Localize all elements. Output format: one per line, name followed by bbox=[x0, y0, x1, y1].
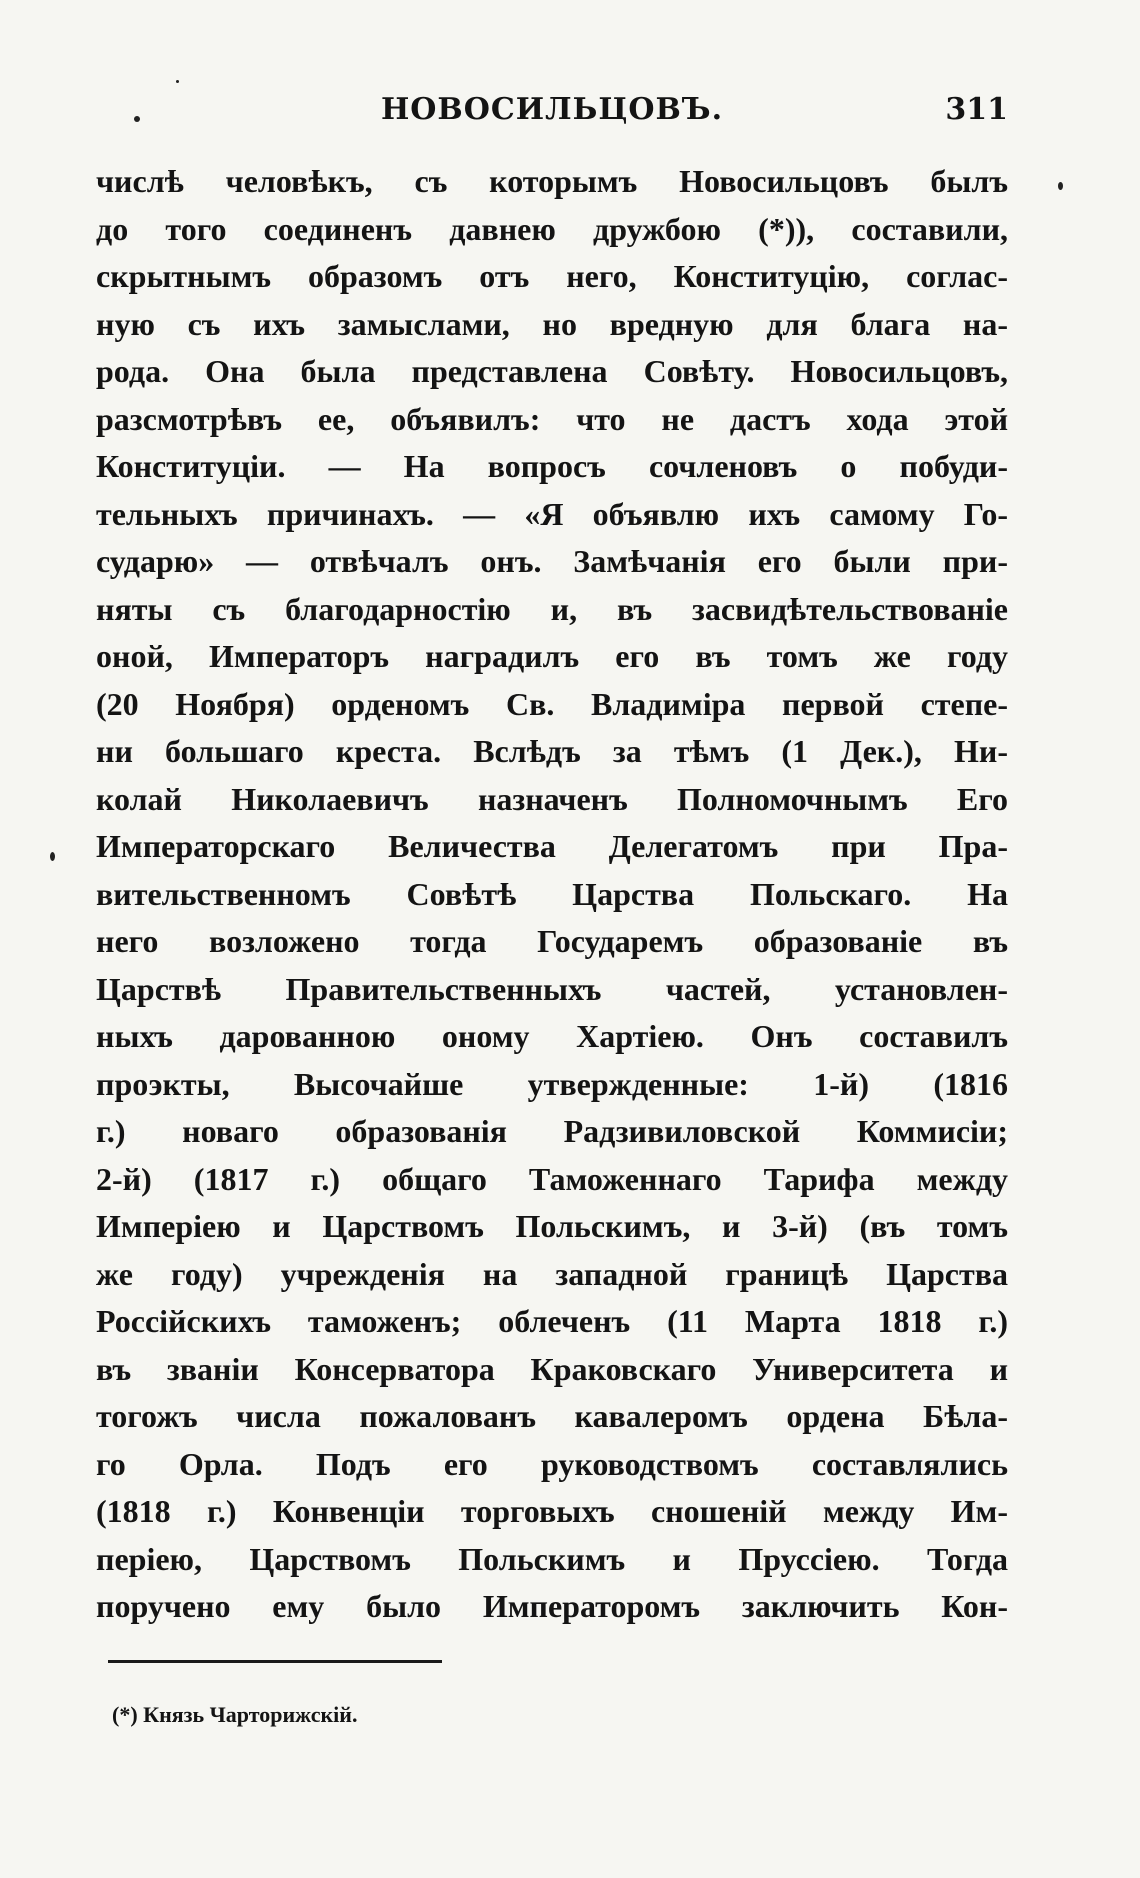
running-title: НОВОСИЛЬЦОВЪ. bbox=[380, 92, 724, 127]
ink-speck bbox=[50, 852, 55, 861]
text-line: Конституціи. — На вопросъ сочленовъ о побуди- bbox=[96, 448, 1008, 484]
page-number: 311 bbox=[945, 92, 1008, 127]
ink-speck bbox=[1058, 182, 1063, 190]
text-line: рода. Она была представлена Совѣту. Новосильцовъ, bbox=[96, 353, 1008, 389]
text-line: же году) учрежденія на западной границѣ Царства bbox=[96, 1255, 1008, 1292]
text-line: колай Николаевичъ назначенъ Полномочнымъ Его bbox=[96, 780, 1008, 817]
text-line: до того соединенъ давнею дружбою (*)), составили, bbox=[96, 210, 1008, 247]
text-line: періею, Царствомъ Польскимъ и Пруссіею. Тогда bbox=[96, 1540, 1008, 1577]
text-line: няты съ благодарностію и, въ засвидѣтельствованіе bbox=[96, 590, 1008, 627]
text-line: поручено ему было Императоромъ заключить Кон- bbox=[96, 1588, 1008, 1624]
text-line: него возложено тогда Государемъ образованіе въ bbox=[96, 923, 1008, 959]
text-line: ни большаго креста. Вслѣдъ за тѣмъ (1 Дек.), Ни- bbox=[96, 733, 1008, 769]
text-line: ную съ ихъ замыслами, но вредную для блага на- bbox=[96, 305, 1008, 342]
text-line: скрытнымъ образомъ отъ него, Конституцію, соглас- bbox=[96, 258, 1008, 294]
text-line: ныхъ дарованною оному Хартіею. Онъ составилъ bbox=[96, 1018, 1008, 1054]
text-line: сударю» — отвѣчалъ онъ. Замѣчанія его были при- bbox=[96, 543, 1008, 579]
ink-speck bbox=[176, 80, 179, 83]
text-line: Царствѣ Правительственныхъ частей, установлен- bbox=[96, 970, 1008, 1007]
text-line: Россійскихъ таможенъ; облеченъ (11 Марта 1818 г.) bbox=[96, 1303, 1008, 1339]
text-line: тельныхъ причинахъ. — «Я объявлю ихъ самому Го- bbox=[96, 495, 1008, 532]
text-line: Императорскаго Величества Делегатомъ при Пра- bbox=[96, 828, 1008, 864]
text-line: оной, Императоръ наградилъ его въ томъ же году bbox=[96, 638, 1008, 674]
footnote-rule bbox=[108, 1660, 442, 1663]
text-line: проэкты, Высочайше утвержденные: 1-й) (1816 bbox=[96, 1065, 1008, 1102]
text-line: г.) новаго образованія Радзивиловской Коммисіи; bbox=[96, 1113, 1008, 1149]
running-head bbox=[96, 92, 1008, 136]
text-line: (1818 г.) Конвенціи торговыхъ сношеній между Им- bbox=[96, 1493, 1008, 1529]
text-line: тогожъ числа пожалованъ кавалеромъ ордена Бѣла- bbox=[96, 1398, 1008, 1434]
text-line: разсмотрѣвъ ее, объявилъ: что не дастъ хода этой bbox=[96, 400, 1008, 437]
body-text bbox=[96, 158, 1008, 1631]
text-line: Имперіею и Царствомъ Польскимъ, и 3-й) (въ томъ bbox=[96, 1208, 1008, 1244]
text-line: въ званіи Консерватора Краковскаго Университета и bbox=[96, 1350, 1008, 1387]
text-line: 2-й) (1817 г.) общаго Таможеннаго Тарифа между bbox=[96, 1160, 1008, 1197]
text-line: вительственномъ Совѣтѣ Царства Польскаго. На bbox=[96, 875, 1008, 912]
text-line: числѣ человѣкъ, съ которымъ Новосильцовъ былъ bbox=[96, 163, 1008, 199]
text-line: (20 Ноября) орденомъ Св. Владиміра первой степе- bbox=[96, 685, 1008, 722]
text-line: го Орла. Подъ его руководствомъ составлялись bbox=[96, 1445, 1008, 1482]
footnote: (*) Князь Чарторижскій. bbox=[112, 1702, 358, 1727]
